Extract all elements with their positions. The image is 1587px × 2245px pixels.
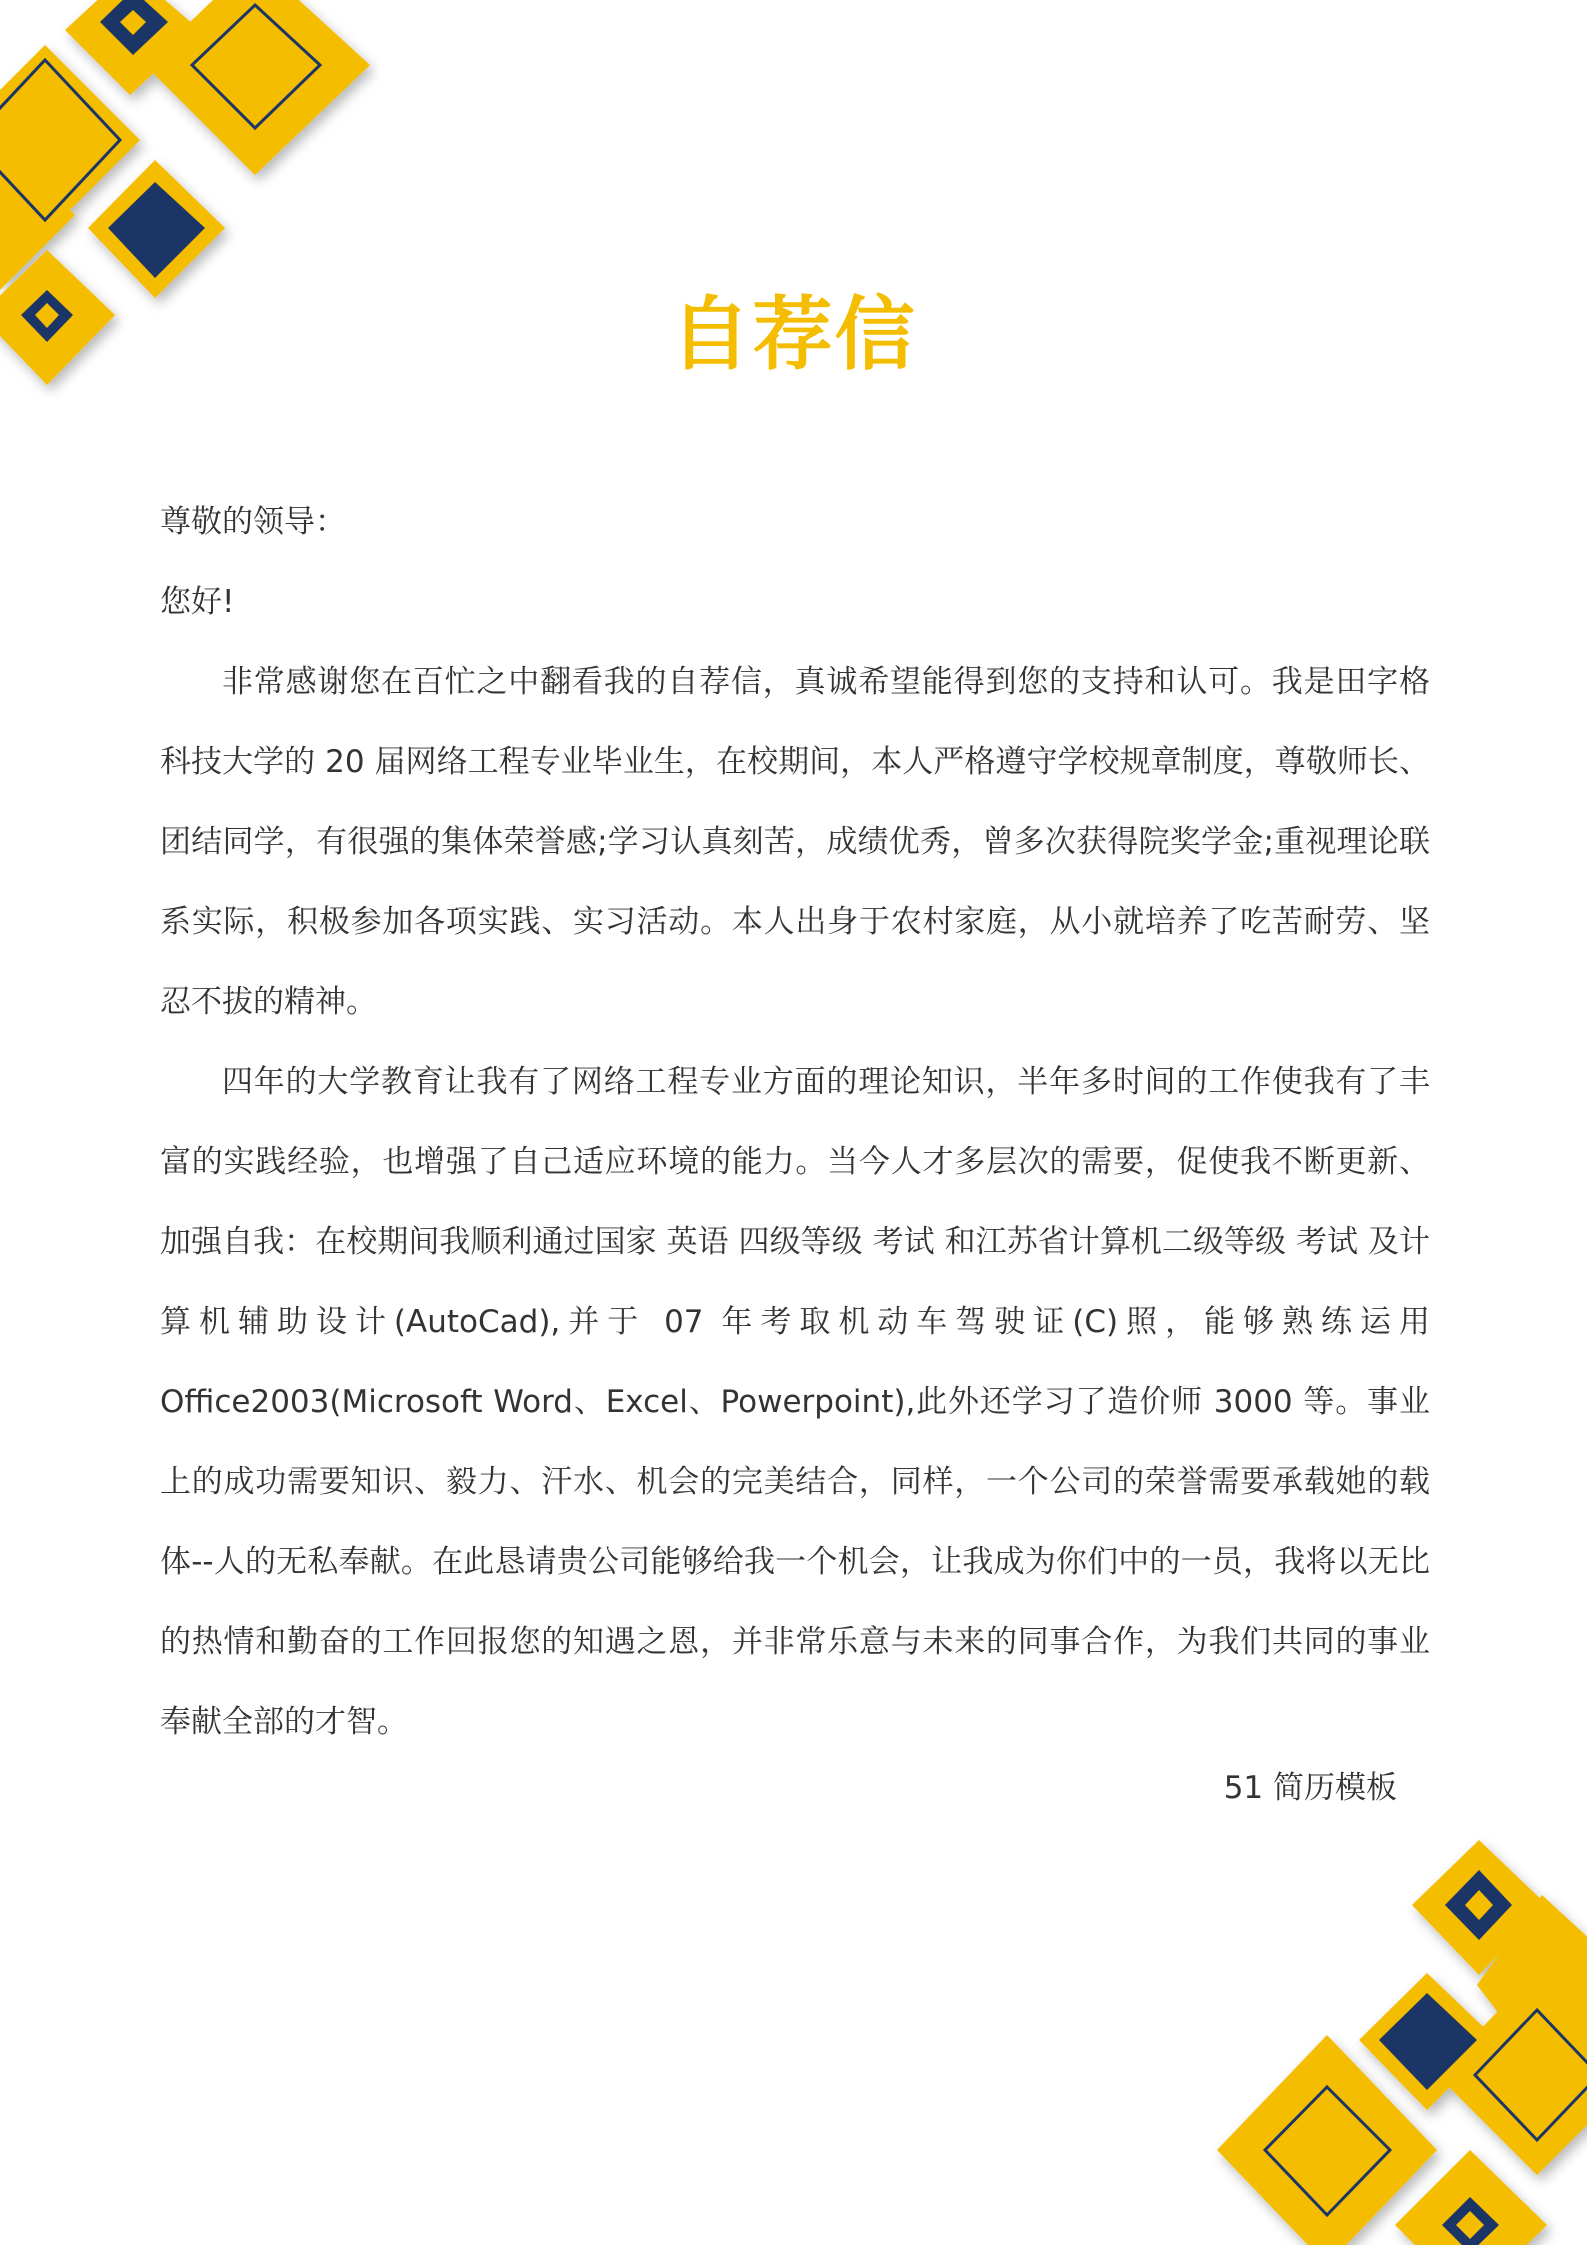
letter-body [160, 482, 1430, 1762]
salutation: 尊敬的领导： [160, 504, 346, 540]
greeting: 您好! [160, 584, 235, 620]
diamond-shape [1437, 1970, 1587, 2175]
paragraph: 四年的大学教育让我有了网络工程专业方面的理论知识，半年多时间的工作使我有了丰富的实践经验，也增强了自己适应环境的能力。当今人才多层次的需要，促使我不断更新、加强自我：在校期间我顺利通过国家 英语 四级等级 考试 和江苏省计算机二级等级 考试 及计算机辅助设计(AutoCad),并于 07 年考取机动车驾驶证(C)照，能够熟练运用 Office2003(Microsoft Word、Excel、Powerpoint),此外还学习了造价师 3000 等。事业上的成功需要知识、毅力、汗水、机会的完美结合，同样，一个公司的荣誉需要承载她的载体--人的无私奉献。在此恳请贵公司能够给我一个机会，让我成为你们中的一员，我将以无比的热情和勤奋的工作回报您的知遇之恩，并非常乐意与未来的同事合作，为我们共同的事业奉献全部的才智。 [160, 1064, 1430, 1740]
corner-decoration-bottom-right [1187, 1825, 1587, 2245]
paragraph: 非常感谢您在百忙之中翻看我的自荐信，真诚希望能得到您的支持和认可。我是田字格科技大学的 20 届网络工程专业毕业生，在校期间，本人严格遵守学校规章制度，尊敬师长、团结同学，有很强的集体荣誉感;学习认真刻苦，成绩优秀，曾多次获得院奖学金;重视理论联系实际，积极参加各项实践、实习活动。本人出身于农村家庭，从小就培养了吃苦耐劳、坚忍不拔的精神。 [160, 664, 1430, 1020]
page-title: 自荐信 [670, 288, 917, 381]
signature: 51 简历模板 [1223, 1770, 1397, 1806]
